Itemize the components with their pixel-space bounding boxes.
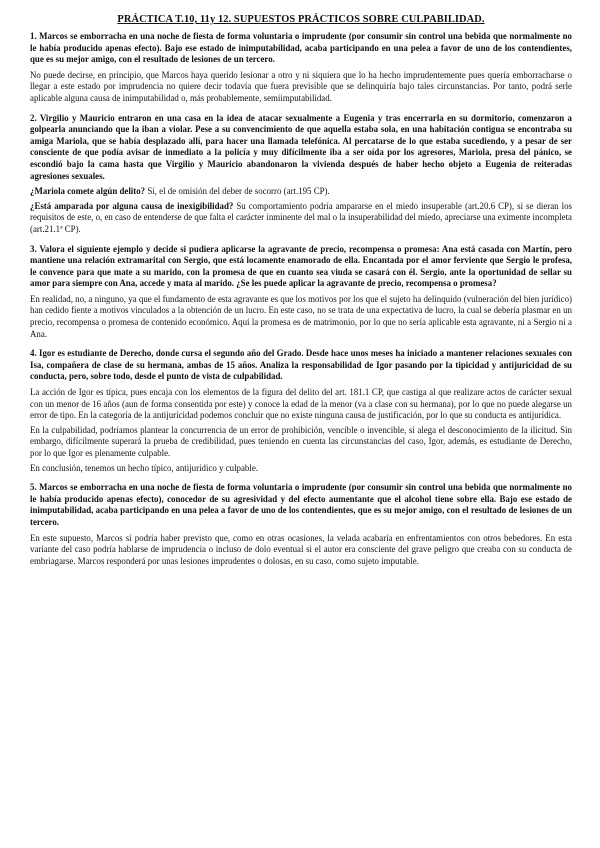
case-2-answer-2 [30,201,572,236]
page-title: PRÁCTICA T.10, 11y 12. SUPUESTOS PRÁCTICOS SOBRE CULPABILIDAD. [117,14,485,25]
case-3-answer-1: En realidad, no, a ninguno, ya que el fundamento de esta agravante es que los motivos por los que el sujeto ha delinquido (vulneración del bien jurídico) han cedido fiente a motivos vinculados a la obtención de un lucro. En este caso, no se trata de una expectativa de lucro, la cual se debería plasmar en un precio, recompensa o promesa de contenido económico. Aquí la promesa es de matrimonio, por lo que no sería aplicable esta agravante, ni a Sergio ni a Ana. [30,293,572,339]
case-4-answer-1: La acción de Igor es típica, pues encaja con los elementos de la figura del delito del art. 181.1 CP, que castiga al que realizare actos de carácter sexual con un menor de 16 años (aun de forma consentida por este) y conoce la edad de la menor (va a clase con su hermana), por lo que no puede alegarse un error de tipo. En la categoría de la antijuricidad podemos concluir que no existe ninguna causa de justificación, por lo que su conducta es antijurídica. [30,387,572,421]
case-1 [30,31,572,105]
case-2-question: 2. Virgilio y Mauricio entraron en una casa en la idea de atacar sexualmente a Eugenia y tras encerrarla en su dormitorio, comenzaron a golpearla anunciando que la iban a violar. Pese a su convencimiento de que aquella estaba sola, en una habitación contigua se encontraba su amiga Mariola, que se había desplazado allí, para hacer una llamada telefónica. Al percatarse de lo que estaba sucediendo, y a pesar de ser consciente de que podía avisar de inmediato a la policía y muy difícilmente iba a ser oída por los agresores, Mariola, presa del pánico, se escondió bajo la cama hasta que Virgilio y Mauricio abandonaron la vivienda después de haber hecho objeto a Eugenia de reiteradas agresiones sexuales. [30,112,572,181]
case-1-answer-1: No puede decirse, en principio, que Marcos haya querido lesionar a otro y ni siquiera que lo ha hecho imprudentemente pues quería emborracharse o llegar a este estado por imprudencia no quiere decir todavía que fuera previsible que se delinquiría bajo tales circunstancias. Por tanto, podrá serle aplicable alguna causa de inimputabilidad o, más probablemente, semiimputabilidad. [30,69,572,103]
case-4-question: 4. Igor es estudiante de Derecho, donde cursa el segundo año del Grado. Desde hace unos meses ha iniciado a mantener relaciones sexuales con Isa, compañera de clase de su hermana, ambas de 15 años. Analiza la responsabilidad de Igor pasando por la tipicidad y antijuricidad de su conducta, pero, sobre todo, desde el punto de vista de culpabilidad. [30,348,572,382]
case-2-subquestion-1: ¿Mariola comete algún delito? [30,186,146,197]
case-4-answer-3: En conclusión, tenemos un hecho típico, antijurídico y culpable. [30,462,258,473]
case-4 [30,348,572,474]
case-5-answer-1: En este supuesto, Marcos sí podría haber previsto que, como en otras ocasiones, la velada acabaría en enfrentamientos con otros bebedores. En esta variante del caso podría hablarse de imprudencia o incluso de dolo eventual si el autor era consciente del grave peligro que creaba con su conducta de embriagarse. Marcos responderá por unas lesiones imprudentes o dolosas, en su caso, como sujeto imputable. [30,532,572,566]
case-5 [30,482,572,567]
case-4-answer-2: En la culpabilidad, podríamos plantear la concurrencia de un error de prohibición, vencible o invencible, si alega el desconocimiento de la ilicitud. Sin embargo, difícilmente superará la prueba de credibilidad, pues teniendo en cuenta las circunstancias del caso, Igor, además, es estudiante de Derecho, por lo que Igor es plenamente culpable. [30,424,572,458]
case-2-subanswer-2: Su comportamiento podría ampararse en el miedo insuperable (art.20.6 CP), si se dieran los requisitos de este, o, en caso de entenderse de que falta el carácter inminente del mal o la insuperabilidad del miedo, apreciarse una eximente incompleta (art.21.1ª CP). [30,200,572,234]
case-2-answer-1 [30,186,572,198]
case-3 [30,244,572,341]
case-3-question: 3. Valora el siguiente ejemplo y decide si pudiera aplicarse la agravante de precio, recompensa o promesa: Ana está casada con Martín, pero mantiene una relación extramarital con Sergio, que está locamente enamorado de ella. Encantada por el amor ferviente que Sergio le profesa, le convence para que mate a su marido, con la promesa de que en cuanto sea viuda se casará con él. Sergio, ante la oportunidad de sellar su amor para siempre con Ana, accede y mata al marido. ¿Se les puede aplicar la agravante de precio, recompensa o promesa? [30,243,572,289]
case-5-question: 5. Marcos se emborracha en una noche de fiesta de forma voluntaria o imprudente (por consumir sin control una bebida que normalmente no le había producido apenas efecto), conocedor de su agresividad y del efecto aumentante que el alcohol tiene sobre ella. Bajo ese estado de inimputabilidad, acaba participando en una pelea a favor de uno de los contendientes, que es su mejor amigo, con el resultado de lesiones de un tercero. [30,482,572,527]
case-2-subanswer-1: Sí, el de omisión del deber de socorro (art.195 CP). [145,186,330,197]
case-2-subquestion-2: ¿Está amparada por alguna causa de inexigibilidad? [30,200,234,211]
case-2 [30,113,572,236]
case-1-question: 1. Marcos se emborracha en una noche de fiesta de forma voluntaria o imprudente (por consumir sin control una bebida que normalmente no le había producido apenas efecto). Bajo ese estado de inimputabilidad, acaba participando en una pelea a favor de uno de los contendientes, que es su mejor amigo, con el resultado de lesiones de un tercero. [30,31,572,65]
